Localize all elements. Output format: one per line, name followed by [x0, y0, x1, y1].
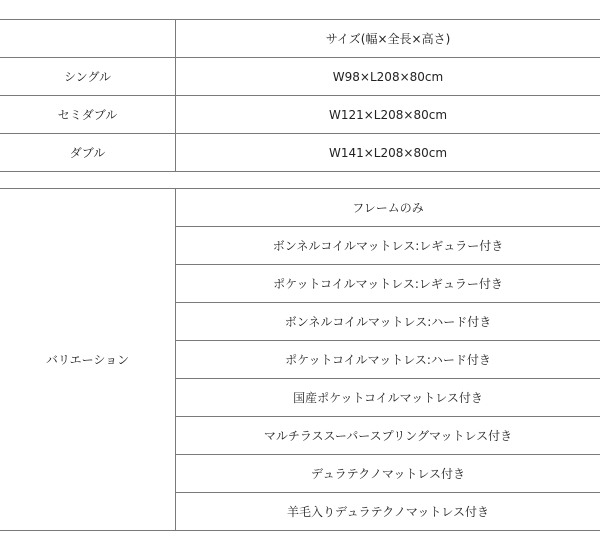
variation-item: マルチラススーパースプリングマットレス付き	[176, 417, 600, 455]
variation-item: ボンネルコイルマットレス:レギュラー付き	[176, 227, 600, 265]
size-row-semi-double	[0, 96, 600, 134]
variation-row	[0, 189, 600, 227]
size-value-double: W141×L208×80cm	[176, 134, 600, 172]
variation-table	[0, 188, 600, 531]
size-row-double	[0, 134, 600, 172]
variation-item: 羊毛入りデュラテクノマットレス付き	[176, 493, 600, 531]
variation-item: ポケットコイルマットレス:レギュラー付き	[176, 265, 600, 303]
variation-item: 国産ポケットコイルマットレス付き	[176, 379, 600, 417]
variation-item: ポケットコイルマットレス:ハード付き	[176, 341, 600, 379]
size-value-semi-double: W121×L208×80cm	[176, 96, 600, 134]
size-label-double: ダブル	[0, 134, 176, 172]
variation-item: ボンネルコイルマットレス:ハード付き	[176, 303, 600, 341]
variation-item: フレームのみ	[176, 189, 600, 227]
size-header-cell: サイズ(幅×全長×高さ)	[176, 20, 600, 58]
variation-item: デュラテクノマットレス付き	[176, 455, 600, 493]
size-table	[0, 19, 600, 172]
size-header-empty-cell	[0, 20, 176, 58]
size-label-single: シングル	[0, 58, 176, 96]
variation-label-cell: バリエーション	[0, 189, 176, 531]
size-header-row	[0, 20, 600, 58]
size-label-semi-double: セミダブル	[0, 96, 176, 134]
size-value-single: W98×L208×80cm	[176, 58, 600, 96]
size-row-single	[0, 58, 600, 96]
